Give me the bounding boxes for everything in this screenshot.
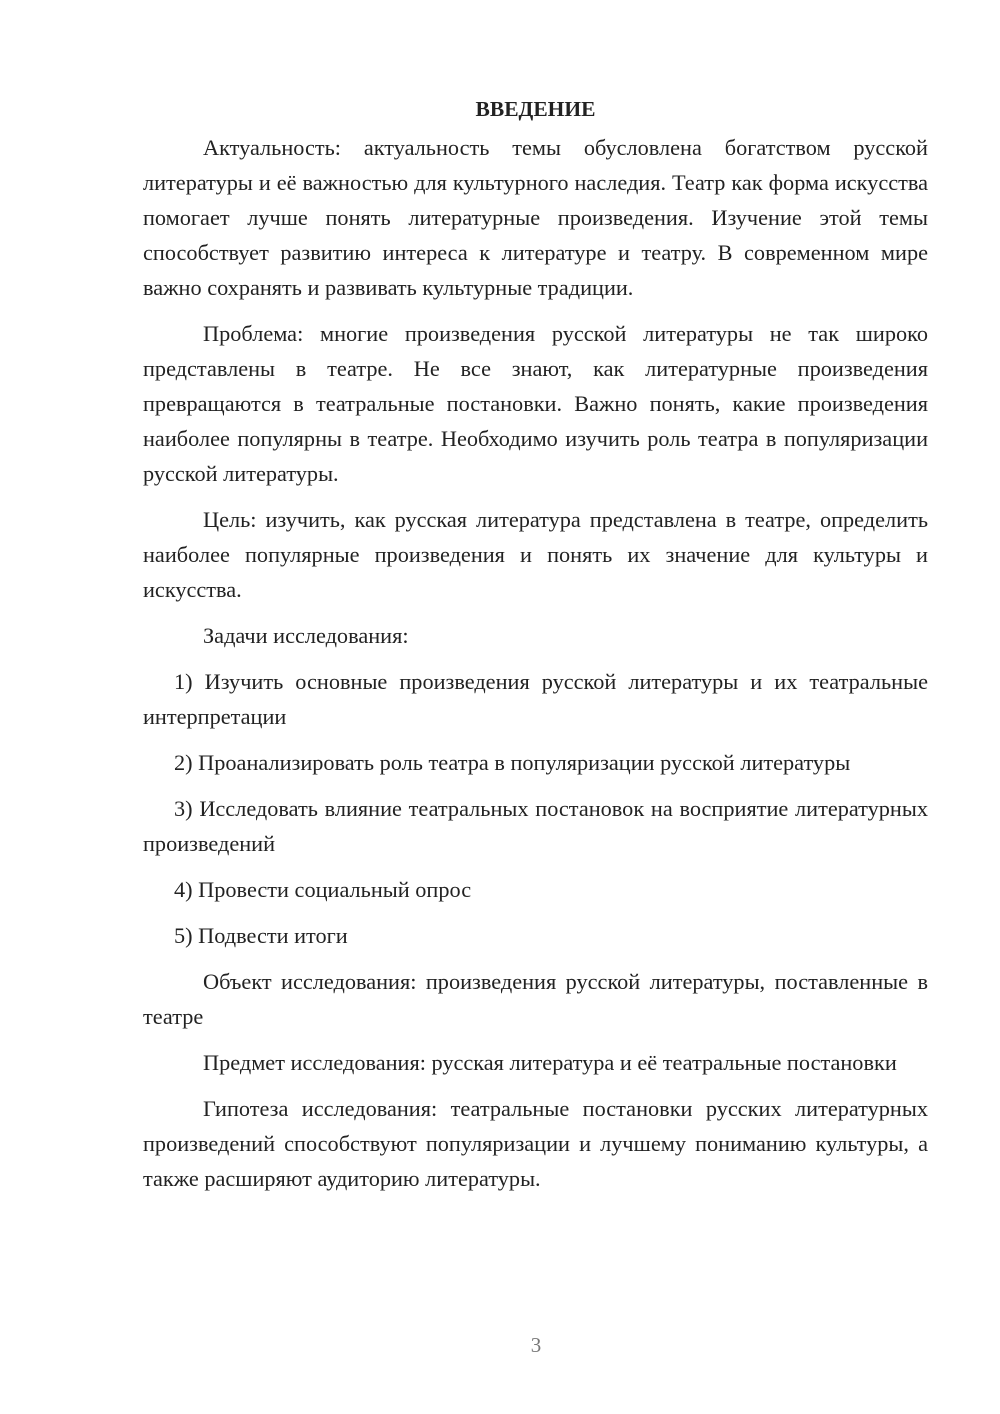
subject-paragraph: Предмет исследования: русская литература и её театральные постановки	[203, 1050, 897, 1075]
task-item-1: 1) Изучить основные произведения русской литературы и их театральные интерпретации	[143, 669, 928, 729]
task-item-5: 5) Подвести итоги	[174, 923, 348, 948]
object-paragraph: Объект исследования: произведения русской литературы, поставленные в театре	[143, 969, 928, 1029]
task-item-4: 4) Провести социальный опрос	[174, 877, 472, 902]
hypothesis-paragraph: Гипотеза исследования: театральные постановки русских литературных произведений способствуют популяризации и лучшему пониманию культуры, а также расширяют аудиторию литературы.	[143, 1096, 928, 1191]
relevance-paragraph: Актуальность: актуальность темы обусловлена богатством русской литературы и её важностью для культурного наследия. Театр как форма искусства помогает лучше понять литературные произведения. Изучение этой темы способствует развитию интереса к литературе и театру. В современном мире важно сохранять и развивать культурные традиции.	[143, 135, 928, 300]
task-item-2: 2) Проанализировать роль театра в популяризации русской литературы	[174, 750, 851, 775]
task-item-3: 3) Исследовать влияние театральных постановок на восприятие литературных произведений	[143, 796, 928, 856]
goal-paragraph: Цель: изучить, как русская литература представлена в театре, определить наиболее популярные произведения и понять их значение для культуры и искусства.	[143, 507, 928, 602]
page-number: 3	[530, 1333, 542, 1357]
problem-paragraph: Проблема: многие произведения русской литературы не так широко представлены в театре. Не все знают, как литературные произведения превращаются в театральные постановки. Важно понять, какие произведения наиболее популярны в театре. Необходимо изучить роль театра в популяризации русской литературы.	[143, 321, 928, 486]
section-title: ВВЕДЕНИЕ	[475, 97, 596, 121]
tasks-heading: Задачи исследования:	[203, 623, 409, 648]
page-content	[143, 92, 928, 1207]
